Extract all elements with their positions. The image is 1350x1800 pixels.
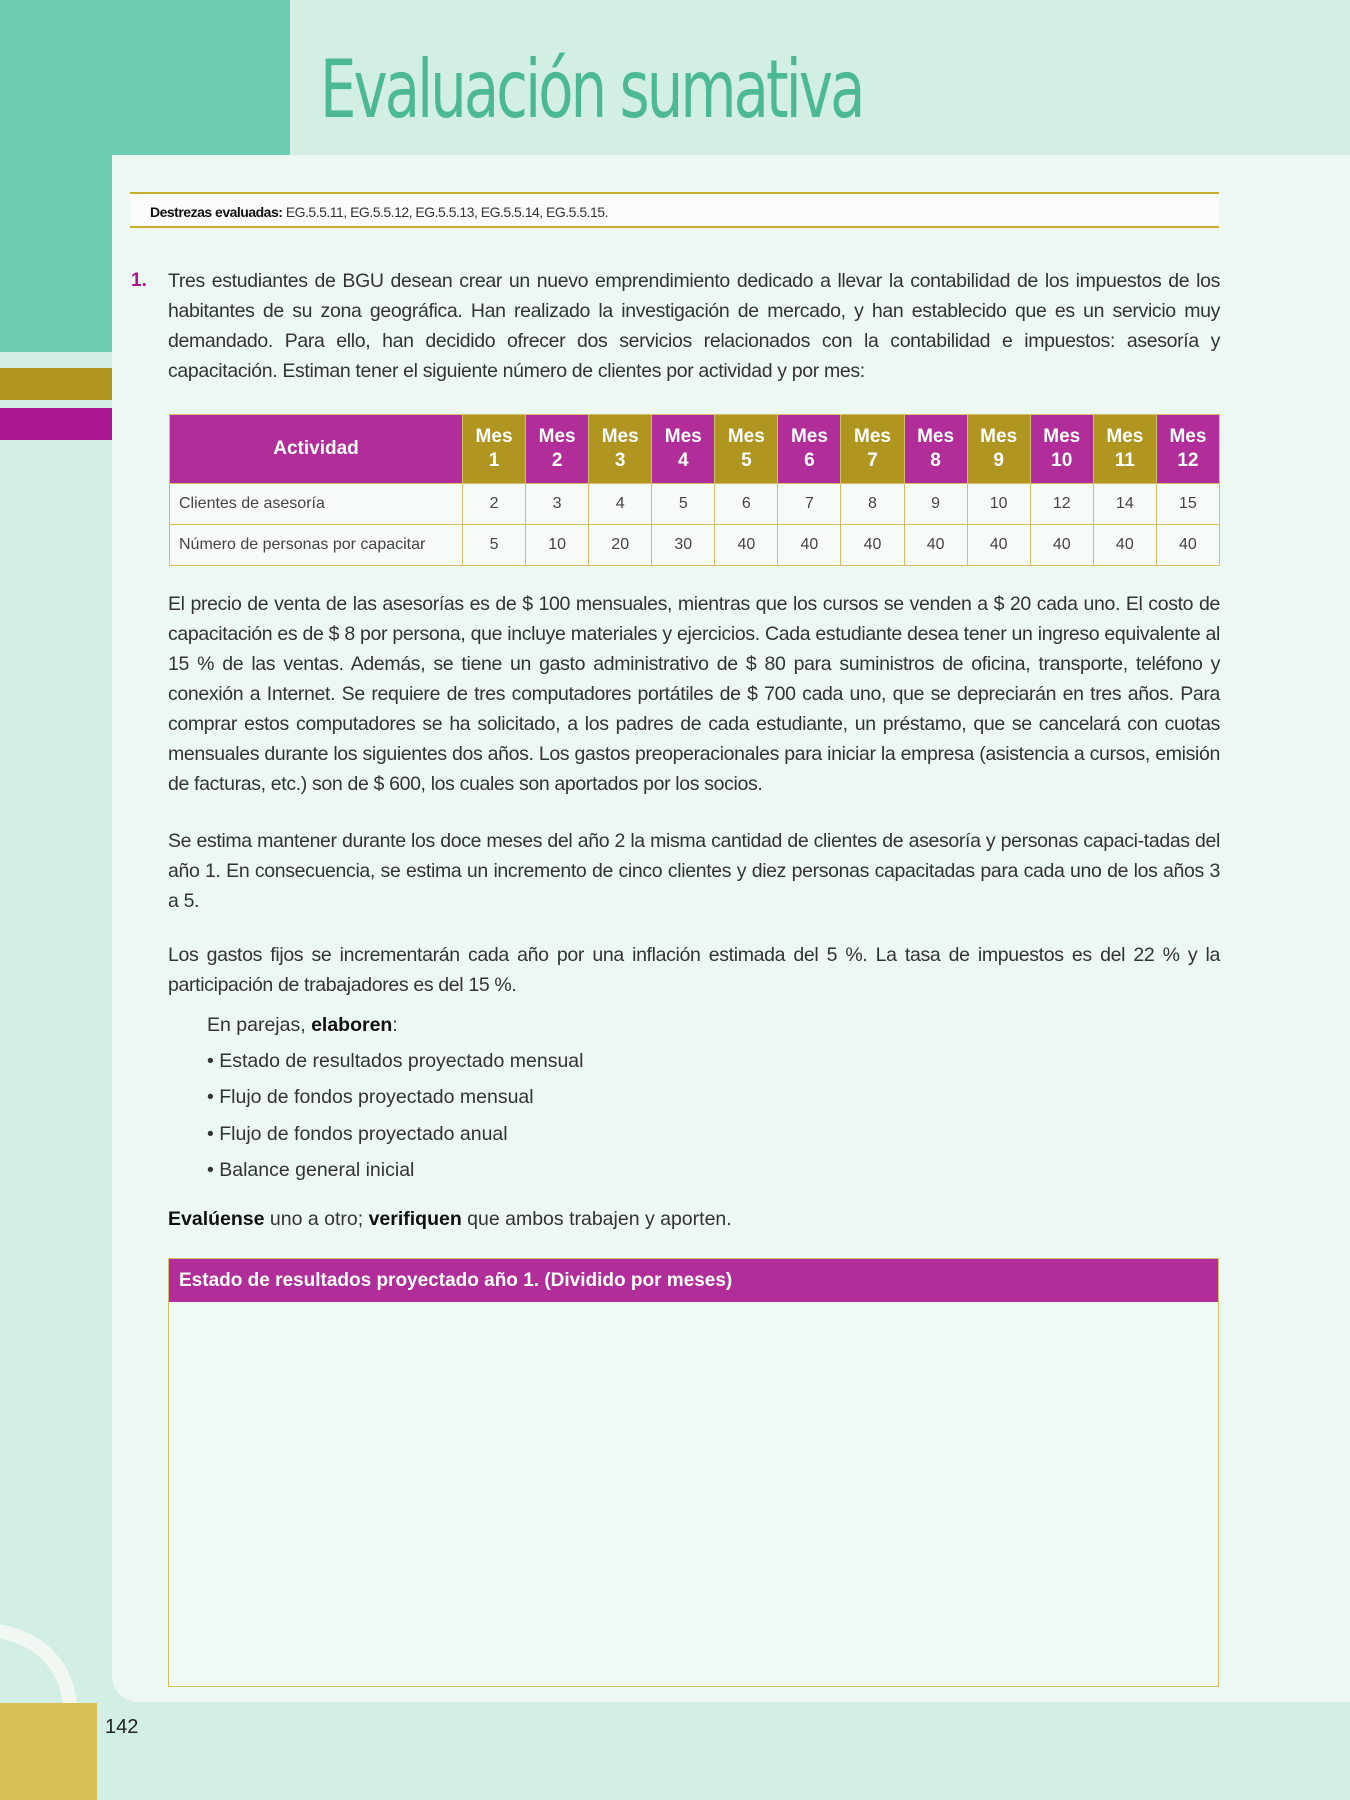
month-word: Mes: [475, 426, 513, 447]
month-number: 5: [741, 450, 752, 471]
skills-label: Destrezas evaluadas:: [150, 204, 283, 220]
table-cell: 12: [1030, 484, 1093, 525]
month-number: 8: [930, 450, 941, 471]
question-paragraph-4: Los gastos fijos se incrementarán cada año por una inflación estimada del 5 %. La tasa de impuestos es del 22 % y la participación de trabajadores es del 15 %.: [168, 944, 1220, 996]
task-intro: [207, 1014, 398, 1037]
month-number: 1: [488, 450, 500, 471]
table-row: [170, 484, 1220, 525]
month-number: 6: [804, 450, 815, 471]
month-word: Mes: [1043, 426, 1081, 447]
eval-mid: uno a otro;: [264, 1208, 369, 1230]
table-cell: 3: [526, 484, 589, 525]
question-number: 1.: [131, 270, 147, 291]
month-number: 4: [677, 450, 689, 471]
table-cell: 10: [967, 484, 1030, 525]
answer-box[interactable]: [168, 1258, 1219, 1687]
question-paragraph-3: Se estima mantener durante los doce meses del año 2 la misma cantidad de clientes de asesoría y personas capaci-tadas del año 1. En consecuencia, se estima un incremento de cinco clientes y diez personas capacitadas para cada uno de los años 3 a 5.: [168, 830, 1220, 912]
table-cell: 40: [967, 525, 1030, 566]
header-month: [967, 415, 1030, 484]
question-paragraph-2: El precio de venta de las asesorías es de $ 100 mensuales, mientras que los cursos se venden a $ 20 cada uno. El costo de capacitación es de $ 8 por persona, que incluye materiales y ejercicios. Cada estudiante desea tener un ingreso equivalente al 15 % de las ventas. Además, se tiene un gasto administrativo de $ 80 para suministros de oficina, transporte, teléfono y conexión a Internet. Se requiere de tres computadores portátiles de $ 700 cada uno, que se depreciarán en tres años. Para comprar estos computadores se ha solicitado, a los padres de cada estudiante, un préstamo, que se cancelará con cuotas mensuales durante los siguientes dos años. Los gastos preoperacionales para iniciar la empresa (asistencia a cursos, emisión de facturas, etc.) son de $ 600, los cuales son aportados por los socios.: [168, 593, 1220, 795]
header-month: [589, 415, 652, 484]
table-cell: 5: [652, 484, 715, 525]
header-month: [652, 415, 715, 484]
table-header-row: [170, 415, 1220, 484]
eval-post: que ambos trabajen y aporten.: [461, 1208, 732, 1230]
table-cell: 40: [778, 525, 841, 566]
table-cell: 2: [463, 484, 526, 525]
header-month: [1156, 415, 1219, 484]
eval-bold-1: Evalúense: [168, 1208, 265, 1230]
month-word: Mes: [664, 426, 702, 447]
header-month: [1093, 415, 1156, 484]
row-label: Clientes de asesoría: [170, 484, 463, 525]
month-number: 11: [1114, 450, 1135, 471]
header-activity: Actividad: [170, 415, 463, 484]
table-cell: 7: [778, 484, 841, 525]
month-number: 10: [1051, 450, 1073, 471]
header-month: [526, 415, 589, 484]
month-word: Mes: [538, 426, 576, 447]
month-number: 3: [614, 450, 626, 471]
evaluation-note: [168, 1208, 732, 1231]
table-cell: 4: [589, 484, 652, 525]
table-cell: 10: [526, 525, 589, 566]
month-word: Mes: [917, 426, 955, 447]
table-cell: 20: [589, 525, 652, 566]
month-word: Mes: [727, 426, 765, 447]
month-number: 7: [867, 450, 878, 471]
header-month: [1030, 415, 1093, 484]
month-word: Mes: [601, 426, 639, 447]
header-month: [778, 415, 841, 484]
clients-table: [169, 414, 1220, 566]
table-cell: 15: [1156, 484, 1219, 525]
magenta-stripe: [0, 408, 112, 440]
month-word: Mes: [1169, 426, 1207, 447]
header-month: [463, 415, 526, 484]
gold-stripe: [0, 368, 112, 400]
table-cell: 40: [1030, 525, 1093, 566]
table-cell: 5: [463, 525, 526, 566]
month-number: 9: [993, 450, 1004, 471]
month-word: Mes: [980, 426, 1018, 447]
table-cell: 6: [715, 484, 778, 525]
task-intro-post: :: [392, 1014, 398, 1036]
task-bullet: • Estado de resultados proyectado mensual: [207, 1050, 584, 1072]
header-month: [904, 415, 967, 484]
month-word: Mes: [1106, 426, 1144, 447]
task-intro-bold: elaboren: [311, 1014, 393, 1036]
month-number: 12: [1177, 450, 1199, 471]
table-cell: 40: [904, 525, 967, 566]
table-cell: 14: [1093, 484, 1156, 525]
eval-bold-2: verifiquen: [368, 1208, 462, 1230]
month-word: Mes: [790, 426, 828, 447]
task-bullet: • Balance general inicial: [207, 1159, 415, 1181]
table-cell: 8: [841, 484, 904, 525]
row-label: Número de personas por capacitar: [170, 525, 463, 566]
table-cell: 30: [652, 525, 715, 566]
table-cell: 9: [904, 484, 967, 525]
answer-box-title: Estado de resultados proyectado año 1. (Dividido por meses): [169, 1259, 1218, 1302]
month-word: Mes: [854, 426, 891, 447]
page-number-box: [0, 1703, 97, 1800]
table-cell: 40: [1093, 525, 1156, 566]
task-intro-pre: En parejas,: [207, 1014, 312, 1036]
skills-value: EG.5.5.11, EG.5.5.12, EG.5.5.13, EG.5.5.14, EG.5.5.15.: [285, 204, 608, 220]
table-cell: 40: [715, 525, 778, 566]
table-cell: 40: [1156, 525, 1219, 566]
page-number: 142: [105, 1716, 139, 1738]
task-bullet: • Flujo de fondos proyectado anual: [207, 1123, 508, 1145]
page-title: Evaluación sumativa: [320, 43, 863, 136]
question-paragraph-1: Tres estudiantes de BGU desean crear un nuevo emprendimiento dedicado a llevar la contabilidad de los impuestos de los habitantes de su zona geográfica. Han realizado la investigación de mercado, y han establecido que es un servicio muy demandado. Para ello, han decidido ofrecer dos servicios relacionados con la contabilidad e impuestos: asesoría y capacitación. Estiman tener el siguiente número de clientes por actividad y por mes:: [168, 270, 1220, 382]
table-row: [170, 525, 1220, 566]
skills-bar: [130, 192, 1219, 228]
task-bullet: • Flujo de fondos proyectado mensual: [207, 1086, 534, 1108]
table-cell: 40: [841, 525, 904, 566]
month-number: 2: [551, 450, 563, 471]
header-month: [715, 415, 778, 484]
header-month: [841, 415, 904, 484]
